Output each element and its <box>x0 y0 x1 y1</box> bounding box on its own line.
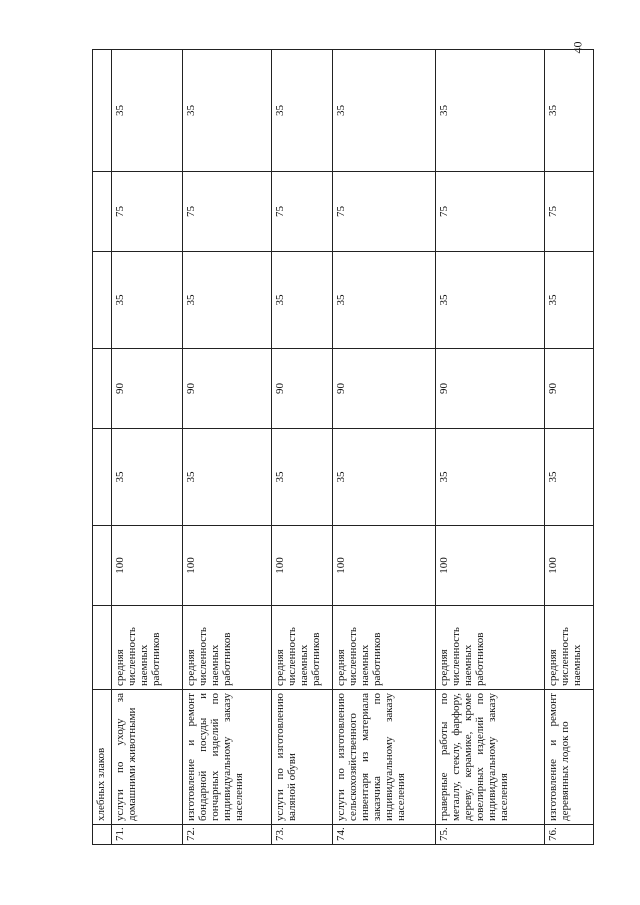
table-cell <box>93 526 112 606</box>
row-number: 75. <box>436 825 545 845</box>
row-number: 72. <box>183 825 272 845</box>
table-row-continuation <box>93 50 112 845</box>
table-cell <box>93 825 112 845</box>
value-cell: 35 <box>545 252 594 349</box>
value-cell: 100 <box>112 526 183 606</box>
table-cell <box>93 252 112 349</box>
table-row <box>436 50 545 845</box>
value-cell: 35 <box>112 429 183 526</box>
value-cell: 100 <box>545 526 594 606</box>
table-row <box>183 50 272 845</box>
value-cell: 35 <box>112 50 183 172</box>
service-name: услуги по изготовлению валяной обуви <box>272 690 333 825</box>
service-name: изготовление и ремонт деревянных лодок по <box>545 690 594 825</box>
basis-indicator: средняя численность наемных работников <box>272 606 333 690</box>
basis-indicator: средняя численность наемных работников <box>333 606 436 690</box>
value-cell: 35 <box>272 50 333 172</box>
page-number: 40 <box>570 41 585 54</box>
value-cell: 75 <box>333 172 436 252</box>
value-cell: 75 <box>183 172 272 252</box>
table-cell <box>93 50 112 172</box>
value-cell: 90 <box>545 349 594 429</box>
value-cell: 75 <box>545 172 594 252</box>
table-cell-top-text: хлебных злаков <box>93 690 112 825</box>
value-cell: 35 <box>183 429 272 526</box>
value-cell: 75 <box>272 172 333 252</box>
value-cell: 35 <box>112 252 183 349</box>
basis-indicator: средняя численность наемных работников <box>436 606 545 690</box>
service-name: изготовление и ремонт бондарной посуды и гончарных изделий по индивидуальному заказу населения <box>183 690 272 825</box>
value-cell: 75 <box>436 172 545 252</box>
value-cell: 90 <box>436 349 545 429</box>
row-number: 76. <box>545 825 594 845</box>
row-number: 73. <box>272 825 333 845</box>
basis-indicator: средняя численность наемных <box>545 606 594 690</box>
value-cell: 100 <box>183 526 272 606</box>
table-row <box>112 50 183 845</box>
basis-indicator: средняя численность наемных работников <box>112 606 183 690</box>
value-cell: 90 <box>183 349 272 429</box>
value-cell: 90 <box>272 349 333 429</box>
value-cell: 35 <box>333 50 436 172</box>
value-cell: 35 <box>183 50 272 172</box>
row-number: 71. <box>112 825 183 845</box>
table-row <box>333 50 436 845</box>
table-row <box>545 50 594 845</box>
value-cell: 35 <box>545 50 594 172</box>
table-row <box>272 50 333 845</box>
rotated-table-frame <box>92 50 583 845</box>
value-cell: 35 <box>545 429 594 526</box>
service-name: услуги по изготовлению сельскохозяйственного инвентаря из материала заказчика по индивидуальному заказу населения <box>333 690 436 825</box>
service-name: услуги по уходу за домашними животными <box>112 690 183 825</box>
value-cell: 100 <box>272 526 333 606</box>
table-cell <box>93 429 112 526</box>
service-name: граверные работы по металлу, стеклу, фарфору, дереву, керамике, кроме ювелирных изделий по индивидуальному заказу населения <box>436 690 545 825</box>
value-cell: 35 <box>436 429 545 526</box>
table-cell <box>93 349 112 429</box>
value-cell: 35 <box>333 429 436 526</box>
value-cell: 35 <box>333 252 436 349</box>
table-cell <box>93 606 112 690</box>
basis-indicator: средняя численность наемных работников <box>183 606 272 690</box>
value-cell: 35 <box>436 252 545 349</box>
table-cell <box>93 172 112 252</box>
rotated-table-container <box>92 50 583 845</box>
value-cell: 35 <box>436 50 545 172</box>
value-cell: 35 <box>272 429 333 526</box>
value-cell: 100 <box>436 526 545 606</box>
value-cell: 35 <box>272 252 333 349</box>
value-cell: 90 <box>112 349 183 429</box>
value-cell: 100 <box>333 526 436 606</box>
value-cell: 90 <box>333 349 436 429</box>
tariff-table <box>92 49 594 845</box>
row-number: 74. <box>333 825 436 845</box>
value-cell: 35 <box>183 252 272 349</box>
value-cell: 75 <box>112 172 183 252</box>
